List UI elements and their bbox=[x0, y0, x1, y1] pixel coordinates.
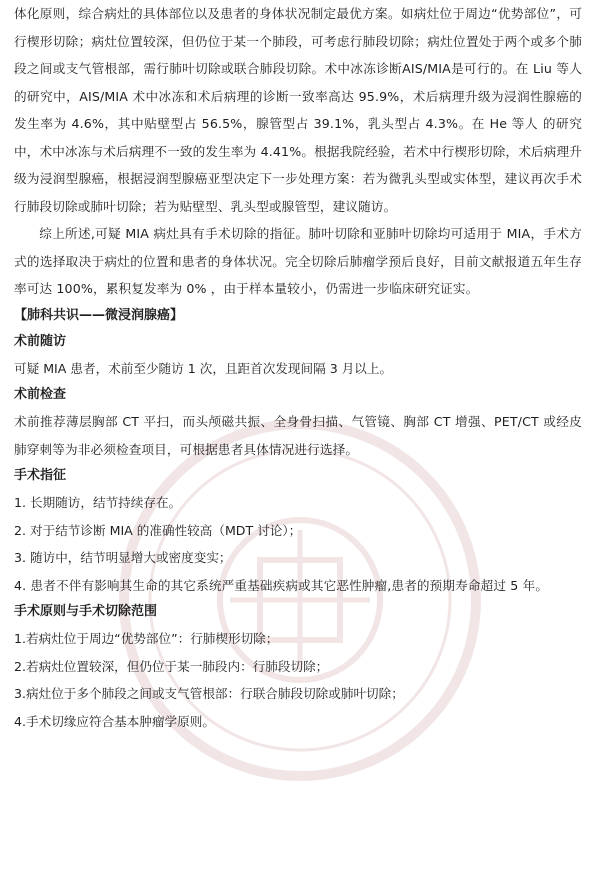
followup-text: 可疑 MIA 患者，术前至少随访 1 次，且距首次发现间隔 3 月以上。 bbox=[14, 360, 393, 376]
principle-item: 1.若病灶位于周边“优势部位”：行肺楔形切除； bbox=[14, 631, 279, 646]
principle-item: 2.若病灶位置较深，但仍位于某一肺段内：行肺段切除； bbox=[14, 658, 329, 674]
indication-item: 4. 患者不伴有影响其生命的其它系统严重基础疾病或其它恶性肿瘤,患者的预期寿命超过 5 年。 bbox=[14, 577, 549, 593]
paragraph-surgical-strategy: 体化原则，综合病灶的具体部位以及患者的身体状况制定最优方案。如病灶位于周边“优势部位”，可行楔形切除；病灶位置较深，但仍位于某一个肺段，可考虑行肺段切除；病灶位置处于两个或多个肺段之间或支气管根部，需行肺叶切除或联合肺段切除。术中冰冻诊断AIS/MIA是可行的。在 Liu 等人 的研究中，AIS/MIA 术中冰冻和术后病理的诊断一致率高达 95.9%，术后病理升级为浸润性腺癌的发生率为 4.6%，其中贴壁型占 56.5%，腺管型占 39.1%，乳头型占 4.3%。在 He 等人 的研究中，术中冰冻与术后病理不一致的发生率为 4.41%。根据我院经验，若术中行楔形切除，术后病理升级为浸润型腺癌，根据浸润型腺癌亚型决定下一步处理方案：若为微乳头型或实体型，建议再次手术行肺段切除或肺叶切除；若为贴壁型、乳头型或腺管型，建议随访。 bbox=[14, 6, 582, 214]
document-page bbox=[14, 0, 582, 735]
exam-text: 术前推荐薄层胸部 CT 平扫，而头颅磁共振、全身骨扫描、气管镜、胸部 CT 增强、PET/CT 或经皮肺穿刺等为非必须检查项目，可根据患者具体情况进行选择。 bbox=[14, 414, 582, 457]
paragraph-summary: 综上所述,可疑 MIA 病灶具有手术切除的指征。肺叶切除和亚肺叶切除均可适用于 MIA，手术方式的选择取决于病灶的位置和患者的身体状况。完全切除后肺瘤学预后良好，目前文献报道五年生存率可达 100%，累积复发率为 0% ，由于样本量较小，仍需进一步临床研究证实。 bbox=[14, 226, 582, 296]
indication-item: 3. 随访中，结节明显增大或密度变实； bbox=[14, 550, 232, 565]
principle-item: 4.手术切缘应符合基本肿瘤学原则。 bbox=[14, 713, 215, 729]
indication-item: 1. 长期随访，结节持续存在。 bbox=[14, 495, 182, 510]
consensus-title: 【肺科共识——微浸润腺癌】 bbox=[14, 307, 184, 323]
followup-title: 术前随访 bbox=[14, 333, 67, 349]
indication-title: 手术指征 bbox=[14, 468, 67, 483]
principle-title: 手术原则与手术切除范围 bbox=[14, 604, 158, 619]
principle-item: 3.病灶位于多个肺段之间或支气管根部：行联合肺段切除或肺叶切除； bbox=[14, 686, 404, 701]
indication-item: 2. 对于结节诊断 MIA 的准确性较高（MDT 讨论）； bbox=[14, 522, 302, 538]
exam-title: 术前检查 bbox=[14, 387, 67, 402]
